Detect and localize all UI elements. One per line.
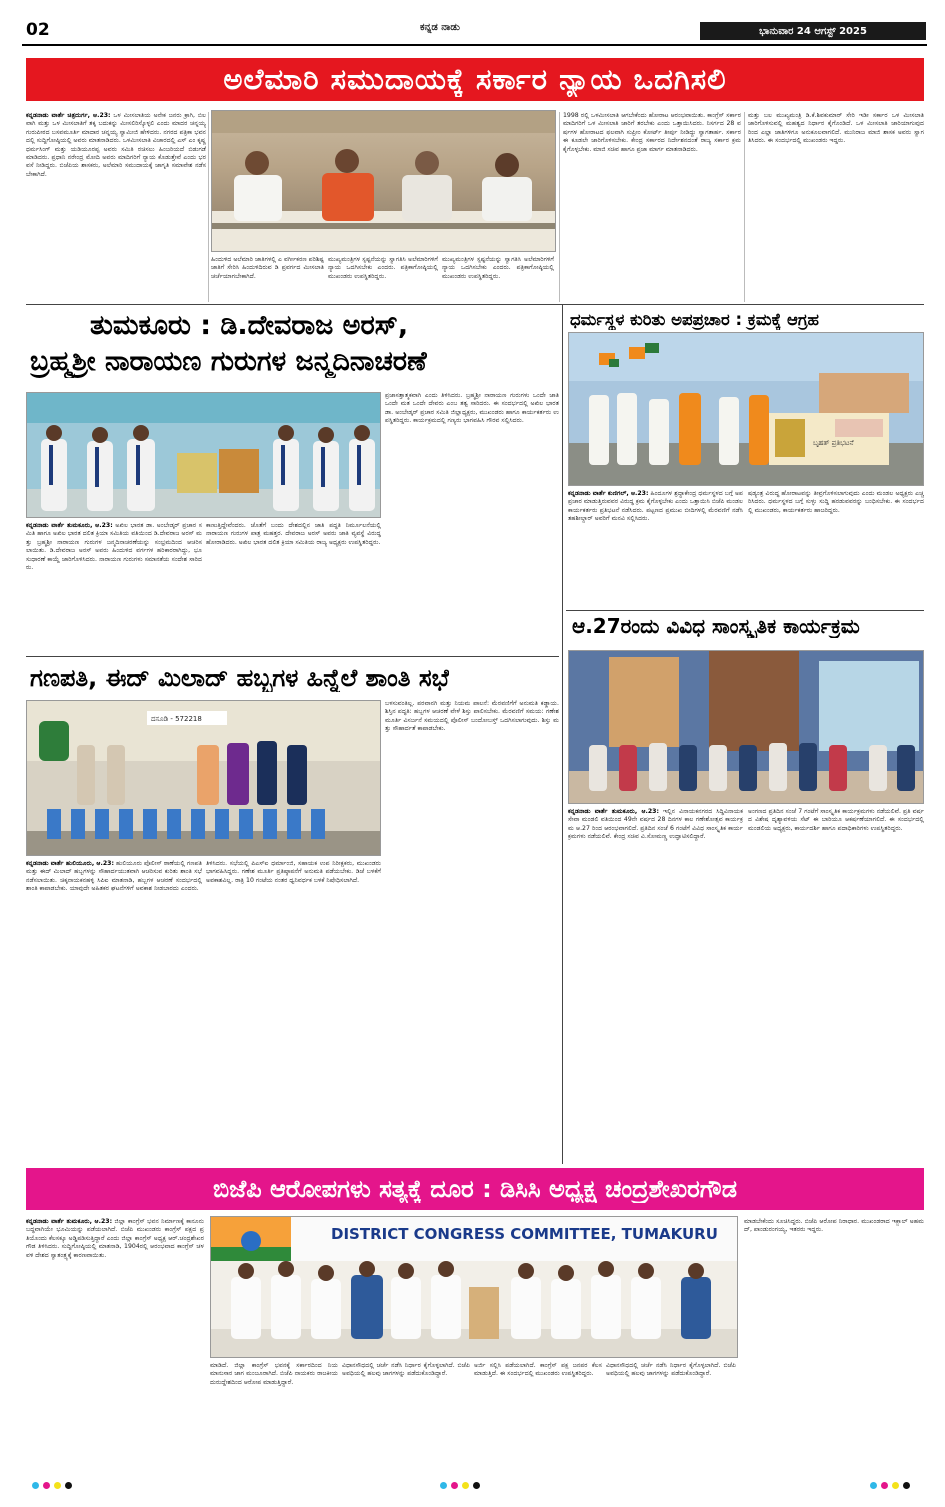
story3-headline: ಧರ್ಮಸ್ಥಳ ಕುರಿತು ಅಪಪ್ರಚಾರ : ಕ್ರಮಕ್ಕೆ ಆಗ್ರಹ xyxy=(570,310,819,329)
protest-photo-icon xyxy=(569,333,924,486)
date-strip xyxy=(700,22,926,40)
story5-photo xyxy=(26,700,381,856)
story5-headline: ಗಣಪತಿ, ಈದ್ ಮಿಲಾದ್ ಹಬ್ಬಗಳ ಹಿನ್ನೆಲೆ ಶಾಂತಿ ಸಭೆ xyxy=(30,664,449,692)
story6-col4: ಅರ್ಜಿ ಸಲ್ಲಿಸಿ ಪಡೆಯಲಾಗಿದೆ. ಕಾಂಗ್ರೆಸ್ ಪಕ್ಷ ಜನಪರ ಕೆಲಸ ಮಾಡುತ್ತಿದೆ. ಈ ಸಂದರ್ಭದಲ್ಲಿ ಮುಖಂಡರು ಉಪಸ್ಥಿತರಿದ್ದರು. xyxy=(474,1362,602,1378)
stage-photo-icon xyxy=(569,651,924,804)
story2-headline-line1: ತುಮಕೂರು : ಡಿ.ದೇವರಾಜ ಅರಸ್, xyxy=(90,310,409,341)
story6-headline: ಬಿಜೆಪಿ ಆರೋಪಗಳು ಸತ್ಯಕ್ಕೆ ದೂರ : ಡಿಸಿಸಿ ಅಧ್ಯಕ್ಷ ಚಂದ್ರಶೇಖರಗೌಡ xyxy=(213,1175,737,1203)
story4-col2: ಅಂಗಣದ ಪ್ರತಿದಿನ ಸಂಜೆ 7 ಗಂಟೆಗೆ ಸಾಂಸ್ಕೃತಿಕ ಕಾರ್ಯಕ್ರಮಗಳು ನಡೆಯಲಿವೆ. ಪ್ರತಿ ವರ್ಷದ ವಿಶೇಷ ದೃಶ್ಯಾವಳಿಯ ಸೆಟ್ ಈ ಬಾರಿಯೂ ಆಕರ್ಷಣೆಯಾಗಲಿದೆ. ಈ ಸಂದರ್ಭದಲ್ಲಿ ಮಂಡಲಿಯ ಅಧ್ಯಕ್ಷರು, ಕಾರ್ಯದರ್ಶಿ ಹಾಗೂ ಪದಾಧಿಕಾರಿಗಳು ಉಪಸ್ಥಿತರಿದ್ದರು. xyxy=(748,808,924,832)
story3-photo xyxy=(568,332,924,486)
registration-marks-center xyxy=(440,1482,500,1492)
story2-col1: ಕನ್ನಡನಾಡು ವಾರ್ತೆ ತುಮಕೂರು, ಆ.23: ಅಖಿಲ ಭಾರತ ಡಾ. ಅಂಬೇಡ್ಕರ್ ಪ್ರಚಾರ ಸಮಿತಿ ಹಾಗೂ ಅಖಿಲ ಭಾರತ ದಲಿತ ಕ್ರಿಯಾ ಸಮಿತಿಯ ವತಿಯಿಂದ ಡಿ.ದೇವರಾಜ ಅರಸ್ ಮತ್ತು ಬ್ರಹ್ಮಶ್ರೀ ನಾರಾಯಣ ಗುರುಗಳ ಜನ್ಮದಿನಾಚರಣೆಯನ್ನು ಸಂಭ್ರಮದಿಂದ ಆಚರಿಸಲಾಯಿತು. ಡಿ.ದೇವರಾಜ ಅರಸ್ ಅವರು ಹಿಂದುಳಿದ ವರ್ಗಗಳ ಹರಿಕಾರರಾಗಿದ್ದು, ಭೂ ಸುಧಾರಣೆ ಕಾಯ್ದೆ ಜಾರಿಗೊಳಿಸಿದರು. ನಾರಾಯಣ ಗುರುಗಳು ಸಮಾನತೆಯ ಸಂದೇಶ ಸಾರಿದರು. xyxy=(26,522,202,572)
cyan-dot xyxy=(870,1482,877,1489)
story1-col3: ಮುಖ್ಯಮಂತ್ರಿಗಳ ಸ್ಪಷ್ಟನೆಯನ್ನು ಸ್ವಾಗತಿಸಿ ಅಲೆಮಾರಿಗಳಿಗೆ ನ್ಯಾಯ ಒದಗಿಸಬೇಕು ಎಂದರು. ಪತ್ರಿಕಾಗೋಷ್ಠಿಯಲ್ಲಿ ಮುಖಂಡರು ಉಪಸ್ಥಿತರಿದ್ದರು. xyxy=(328,256,438,280)
story4-headline: ಆ.27ರಂದು ವಿವಿಧ ಸಾಂಸ್ಕೃತಿಕ ಕಾರ್ಯಕ್ರಮ xyxy=(572,614,860,638)
story6-col4b: ವಿಧಾನಸೌಧದಲ್ಲಿ ಚರ್ಚೆ ನಡೆಸಿ ನಿರ್ಧಾರ ಕೈಗೊಳ್ಳಲಾಗಿದೆ. ಬಿಜೆಪಿ ಅವಧಿಯಲ್ಲಿ ಹಲವು ಜಾಗಗಳನ್ನು ಪಡೆದುಕೊಂಡಿದ್ದಾರೆ. xyxy=(606,1362,736,1378)
story2-dateline: ಕನ್ನಡನಾಡು ವಾರ್ತೆ ತುಮಕೂರು, ಆ.23: xyxy=(26,522,113,529)
story3-dateline: ಕನ್ನಡನಾಡು ವಾರ್ತೆ ಕುಣಿಗಲ್, ಆ.23: xyxy=(568,490,649,497)
story5-col3: ಬಳಸುವಂತಿಲ್ಲ. ಪರವಾನಗಿ ಮತ್ತು ನಿಯಮ ಪಾಲನೆ: ಮೆರವಣಿಗೆಗೆ ಅನುಮತಿ ಕಡ್ಡಾಯ. ಶಿಸ್ತಿನ ಪದ್ಧತಿ: ಹಬ್ಬಗಳ ಆಚರಣೆ ವೇಳೆ ಶಿಸ್ತು ಪಾಲಿಸಬೇಕು. ಮೆರವಣಿಗೆ ಸಮಯ: ಗಣೇಶ ಮೂರ್ತಿ ವಿಸರ್ಜನೆ ಸಮಯದಲ್ಲಿ ಪೊಲೀಸ್ ಬಂದೋಬಸ್ತ್ ಒದಗಿಸಲಾಗುವುದು. ಶಿಸ್ತು ಮತ್ತು ಸೌಹಾರ್ದತೆ ಕಾಪಾಡಬೇಕು. xyxy=(385,700,559,733)
yellow-dot xyxy=(54,1482,61,1489)
yellow-dot xyxy=(462,1482,469,1489)
story1-col4: 1998 ರಲ್ಲಿ ಒಳಮೀಸಲಾತಿ ಆಗಬೇಕೆಂದು ಹೋರಾಟ ಆರಂಭವಾಯಿತು. ಕಾಂಗ್ರೆಸ್ ಸರ್ಕಾರ ಮಾದಿಗರಿಗೆ ಒಳ ಮೀಸಲಾತಿ ಜಾರಿಗೆ ತರಬೇಕು ಎಂದು ಒತ್ತಾಯಿಸಿದರು. ನಿಸರ್ಗದ 28 ವರ್ಷಗಳ ಹೋರಾಟದ ಫಲವಾಗಿ ಸುಪ್ರೀಂ ಕೋರ್ಟ್ ತೀರ್ಪು ನೀಡಿದ್ದು ಸ್ವಾಗತಾರ್ಹ. ಸರ್ಕಾರ ಈ ಕೂಡಲೇ ಜಾರಿಗೊಳಿಸಬೇಕು. ಕೇಂದ್ರ ಸರ್ಕಾರದ ನಿರ್ದೇಶನದಂತೆ ರಾಜ್ಯ ಸರ್ಕಾರ ಕ್ರಮ ಕೈಗೊಳ್ಳಬೇಕು. ಮಾಜಿ ಸಚಿವ ಹಾಗೂ ಪ್ರಜಾ ಮಾರ್ಗ ಮಾತನಾಡಿದರು. xyxy=(563,112,741,153)
story6-col3: ವಿಧಾನಸೌಧದಲ್ಲಿ ಚರ್ಚೆ ನಡೆಸಿ ನಿರ್ಧಾರ ಕೈಗೊಳ್ಳಲಾಗಿದೆ. ಬಿಜೆಪಿ ಅವಧಿಯಲ್ಲಿ ಹಲವು ಜಾಗಗಳನ್ನು ಪಡೆದುಕೊಂಡಿದ್ದಾರೆ. xyxy=(342,1362,470,1378)
story5-col1: ಕನ್ನಡನಾಡು ವಾರ್ತೆ ಹುಲಿಯೂರು, ಆ.23: ಹುಲಿಯೂರು ಪೊಲೀಸ್ ಠಾಣೆಯಲ್ಲಿ ಗಣಪತಿ ಮತ್ತು ಈದ್ ಮಿಲಾದ್ ಹಬ್ಬಗಳನ್ನು ಸೌಹಾರ್ದಯುತವಾಗಿ ಆಚರಿಸುವ ಕುರಿತು ಶಾಂತಿ ಸಭೆ ನಡೆಸಲಾಯಿತು. ಚಿಕ್ಕನಾಯಕನಹಳ್ಳಿ ಸಿಪಿಐ ಮಾತನಾಡಿ, ಹಬ್ಬಗಳ ಆಚರಣೆ ಸಂದರ್ಭದಲ್ಲಿ ಶಾಂತಿ ಕಾಪಾಡಬೇಕು. ಯಾವುದೇ ಅಹಿತಕರ ಘಟನೆಗಳಿಗೆ ಅವಕಾಶ ನೀಡಬಾರದು ಎಂದರು. xyxy=(26,860,202,893)
black-dot xyxy=(65,1482,72,1489)
magenta-dot xyxy=(881,1482,888,1489)
story5-col2: ತಿಳಿಸಿದರು. ಸಭೆಯಲ್ಲಿ ಪಿಎಸ್ಐ ಧರ್ಮಾಂಜಿ, ಸಹಾಯಕ ಉಪ ನಿರೀಕ್ಷಕರು, ಮುಖಂಡರು ಭಾಗವಹಿಸಿದ್ದರು. ಗಣೇಶ ಮೂರ್ತಿ ಪ್ರತಿಷ್ಠಾಪನೆಗೆ ಅನುಮತಿ ಪಡೆಯಬೇಕು. ಡಿಜೆ ಬಳಕೆಗೆ ಅವಕಾಶವಿಲ್ಲ. ರಾತ್ರಿ 10 ಗಂಟೆಯ ನಂತರ ಧ್ವನಿವರ್ಧಕ ಬಳಕೆ ನಿಷೇಧಿಸಲಾಗಿದೆ. xyxy=(206,860,381,884)
black-dot xyxy=(903,1482,910,1489)
story1-photo xyxy=(211,110,556,252)
story1-col5: ಮತ್ತು ಬಲ ಮುಖ್ಯಮಂತ್ರಿ ಡಿ.ಕೆ.ಶಿವಕುಮಾರ್ ಸೇರಿ ಇಡೀ ಸರ್ಕಾರ ಒಳ ಮೀಸಲಾತಿ ಜಾರಿಗೊಳಿಸುವಲ್ಲಿ ಮಹತ್ವದ ನಿರ್ಧಾರ ಕೈಗೊಂಡಿದೆ. ಒಳ ಮೀಸಲಾತಿ ಜಾರಿಯಾಗುವುದರಿಂದ ಎಲ್ಲಾ ಜಾತಿಗಳಿಗೂ ಅನುಕೂಲವಾಗಲಿದೆ. ಮುನಿರಾಜ ಮಾಜಿ ಶಾಸಕ ಅವರು ಸ್ವಾಗತಿಸಿದರು. ಈ ಸಂದರ್ಭದಲ್ಲಿ ಮುಖಂಡರು ಇದ್ದರು. xyxy=(748,112,924,145)
story5-dateline: ಕನ್ನಡನಾಡು ವಾರ್ತೆ ಹುಲಿಯೂರು, ಆ.23: xyxy=(26,860,114,867)
page-number: 02 xyxy=(26,20,50,40)
story3-col1: ಕನ್ನಡನಾಡು ವಾರ್ತೆ ಕುಣಿಗಲ್, ಆ.23: ಹಿಂದೂಗಳ ಶ್ರದ್ಧಾಕೇಂದ್ರ ಧರ್ಮಸ್ಥಳದ ಬಗ್ಗೆ ಅಪಪ್ರಚಾರ ಮಾಡುತ್ತಿರುವವರ ವಿರುದ್ಧ ಕ್ರಮ ಕೈಗೊಳ್ಳಬೇಕು ಎಂದು ಒತ್ತಾಯಿಸಿ ಬಿಜೆಪಿ ಮಂಡಲ ಕಾರ್ಯಕರ್ತರು ಪ್ರತಿಭಟನೆ ನಡೆಸಿದರು. ಪಟ್ಟಣದ ಪ್ರಮುಖ ಬೀದಿಗಳಲ್ಲಿ ಮೆರವಣಿಗೆ ನಡೆಸಿ ತಹಶೀಲ್ದಾರ್ ಅವರಿಗೆ ಮನವಿ ಸಲ್ಲಿಸಿದರು. xyxy=(568,490,743,523)
story1-col1 xyxy=(26,112,206,297)
story6-col1: ಕನ್ನಡನಾಡು ವಾರ್ತೆ ತುಮಕೂರು, ಆ.23: ಜಿಲ್ಲಾ ಕಾಂಗ್ರೆಸ್ ಭವನ ನಿರ್ಮಾಣಕ್ಕೆ ಕಾನೂನು ಬದ್ಧವಾಗಿಯೇ ಭೂಮಿಯನ್ನು ಪಡೆಯಲಾಗಿದೆ. ಬಿಜೆಪಿ ಮುಖಂಡರು ಕಾಂಗ್ರೆಸ್ ಪಕ್ಷದ ಪ್ರತಿಯೊಂದು ಕೆಲಸಕ್ಕೂ ಅಡ್ಡಿಪಡಿಸುತ್ತಿದ್ದಾರೆ ಎಂದು ಜಿಲ್ಲಾ ಕಾಂಗ್ರೆಸ್ ಅಧ್ಯಕ್ಷ ಆರ್.ಚಂದ್ರಶೇಖರಗೌಡ ತಿಳಿಸಿದರು. ಸುದ್ದಿಗೋಷ್ಠಿಯಲ್ಲಿ ಮಾತನಾಡಿ, 1904ರಲ್ಲಿ ಆರಂಭವಾದ ಕಾಂಗ್ರೆಸ್ ಚಳವಳಿ ದೇಶದ ಸ್ವಾತಂತ್ರ್ಯಕ್ಕೆ ಕಾರಣವಾಯಿತು. xyxy=(26,1218,204,1259)
story4-photo xyxy=(568,650,924,804)
date-line: ಭಾನುವಾರ 24 ಆಗಸ್ಟ್ 2025 xyxy=(759,25,867,37)
cyan-dot xyxy=(440,1482,447,1489)
story1-col2: ಹಿಂದುಳಿದ ಅಲೆಮಾರಿ ಜಾತಿಗಳಲ್ಲಿ ಎ ವರ್ಗೀಕರಣ ಪರಿಶಿಷ್ಟ ಜಾತಿಗೆ ಸೇರಿಸಿ ಹಿಂದುಳಿದಿರುವ ಡಿ ಪ್ರವರ್ಗದ ಮೀಸಲಾತಿ ಚರ್ಚೆಯಾಗಬೇಕಾಗಿದೆ. xyxy=(211,256,324,280)
story6-col2: ಮಾಡಿದೆ. ಜಿಲ್ಲಾ ಕಾಂಗ್ರೆಸ್ ಭವನಕ್ಕೆ ಸರ್ಕಾರದಿಂದ ನಿಯಮಾನುಸಾರ ಜಾಗ ಮಂಜೂರಾಗಿದೆ. ಬಿಜೆಪಿ ನಾಯಕರು ರಾಜಕೀಯ ದುರುದ್ದೇಶದಿಂದ ಆರೋಪ ಮಾಡುತ್ತಿದ್ದಾರೆ. xyxy=(210,1362,338,1386)
magenta-dot xyxy=(43,1482,50,1489)
story4-col1: ಕನ್ನಡನಾಡು ವಾರ್ತೆ ತುಮಕೂರು, ಆ.23: ಇಲ್ಲಿನ ವಿನಾಯಕನಗರದ ಸಿದ್ಧಿವಿನಾಯಕ ಸೇವಾ ಮಂಡಲಿ ವತಿಯಿಂದ 49ನೇ ವರ್ಷದ 28 ದಿನಗಳ ಕಾಲ ಗಣೇಶೋತ್ಸವ ಕಾರ್ಯಕ್ರಮ ಆ.27 ರಿಂದ ಆರಂಭವಾಗಲಿದೆ. ಪ್ರತಿದಿನ ಸಂಜೆ 6 ಗಂಟೆಗೆ ವಿವಿಧ ಸಾಂಸ್ಕೃತಿಕ ಕಾರ್ಯಕ್ರಮಗಳು ನಡೆಯಲಿವೆ. ಕೇಂದ್ರ ಸಚಿವ ವಿ.ಸೋಮಣ್ಣ ಉದ್ಘಾಟಿಸಲಿದ್ದಾರೆ. xyxy=(568,808,743,841)
registration-marks-left xyxy=(32,1482,92,1492)
peace-meeting-photo-icon xyxy=(27,701,381,856)
story2-col3: ಪ್ರಜಾಸತ್ತಾತ್ಮಕವಾಗಿ ಎಂದು ತಿಳಿಸಿದರು. ಬ್ರಹ್ಮಶ್ರೀ ನಾರಾಯಣ ಗುರುಗಳು ಒಂದೇ ಜಾತಿ ಒಂದೇ ಮತ ಒಂದೇ ದೇವರು ಎಂಬ ತತ್ವ ಸಾರಿದರು. ಈ ಸಂದರ್ಭದಲ್ಲಿ ಅಖಿಲ ಭಾರತ ಡಾ. ಅಂಬೇಡ್ಕರ್ ಪ್ರಚಾರ ಸಮಿತಿ ಜಿಲ್ಲಾಧ್ಯಕ್ಷರು, ಮುಖಂಡರು ಹಾಗೂ ಕಾರ್ಯಕರ್ತರು ಉಪಸ್ಥಿತರಿದ್ದರು. ಕಾರ್ಯಕ್ರಮದಲ್ಲಿ ಗಣ್ಯರು ಭಾಗವಹಿಸಿ ಗೌರವ ಸಲ್ಲಿಸಿದರು. xyxy=(385,392,559,425)
story6-col5: ಮಾಡಬೇಕೆಂದು ಸೂಚಿಸಿದ್ದರು. ಬಿಜೆಪಿ ಆರೋಪ ನಿರಾಧಾರ. ಮುಖಂಡರಾದ ಇಕ್ಬಾಲ್ ಅಹಮದ್, ಪಾಂಡುರಂಗಯ್ಯ, ಇತರರು ಇದ್ದರು. xyxy=(744,1218,924,1234)
story1-col1-text: ಒಳ ಮೀಸಲಾತಿಯ ಅನೇಕ ಜನರು ಕ್ರಾಗಿ, ಬಿಲವಾಗಿ ಮತ್ತು ಒಳ ಮೀಸಲಾತಿಗೆ ತಕ್ಕ ಬದುಕನ್ನು ಮೀಸಲಿರಿಸ್ಕೊಳ್ಳಲಿ ಎಂದು ಮಾದರ ಚನ್ನಯ್ಯ ಗುರುಪೀಠದ ಬಸವಮೂರ್ತಿ ಮಾದಾರ ಚನ್ನಯ್ಯ ಸ್ವಾಮೀಜಿ ಹೇಳಿದರು. ನಗರದ ಪತ್ರಿಕಾ ಭವನದಲ್ಲಿ ಸುದ್ದಿಗೋಷ್ಠಿಯಲ್ಲಿ ಅವರು ಮಾತನಾಡಿದರು. ಒಳಮೀಸಲಾತಿ ವಿಚಾರದಲ್ಲಿ ಎಸ್ ಎಂ ಕೃಷ್ಣ ಧರ್ಮಸಿಂಗ್ ಮತ್ತು ಯಡಿಯೂರಪ್ಪ ಅವರು ಸಮಿತಿ ರಚಿಸಲು ಹಿಂಜರಿಯದೆ ಬಿಡುಗಡೆ ಮಾಡಿದರು. ಪ್ರಧಾನಿ ನರೇಂದ್ರ ಮೋದಿ ಅವರು ಮಾದಿಗರಿಗೆ ನ್ಯಾಯ ಕೊಡುತ್ತೇವೆ ಎಂದು ಭರವಸೆ ನೀಡಿದ್ದರು. ಬಿಜೆಪಿಯ ಶಾಸಕರು, ಅಲೆಮಾರಿ ಸಮುದಾಯಕ್ಕೆ ಜಾಗೃತಿ ಸಮಾವೇಶ ನಡೆಸಬೇಕಾಗಿದೆ. xyxy=(26,112,206,178)
magenta-dot xyxy=(451,1482,458,1489)
felicitation-photo-icon xyxy=(27,393,381,518)
story1-col3b: ಮುಖ್ಯಮಂತ್ರಿಗಳ ಸ್ಪಷ್ಟನೆಯನ್ನು ಸ್ವಾಗತಿಸಿ ಅಲೆಮಾರಿಗಳಿಗೆ ನ್ಯಾಯ ಒದಗಿಸಬೇಕು ಎಂದರು. ಪತ್ರಿಕಾಗೋಷ್ಠಿಯಲ್ಲಿ ಮುಖಂಡರು ಉಪಸ್ಥಿತರಿದ್ದರು. xyxy=(442,256,554,280)
story1-headline: ಅಲೆಮಾರಿ ಸಮುದಾಯಕ್ಕೆ ಸರ್ಕಾರ ನ್ಯಾಯ ಒದಗಿಸಲಿ xyxy=(223,62,727,96)
story2-photo xyxy=(26,392,381,518)
story6-photo xyxy=(210,1216,738,1358)
black-dot xyxy=(473,1482,480,1489)
story1-headline-band xyxy=(26,58,924,101)
story6-dateline: ಕನ್ನಡನಾಡು ವಾರ್ತೆ ತುಮಕೂರು, ಆ.23: xyxy=(26,1218,113,1225)
story3-col2: ಷಡ್ಯಂತ್ರ ವಿರುದ್ಧ ಹೋರಾಟವನ್ನು ತೀವ್ರಗೊಳಿಸಲಾಗುವುದು ಎಂದು ಮಂಡಲ ಅಧ್ಯಕ್ಷರು ಎಚ್ಚರಿಸಿದರು. ಧರ್ಮಸ್ಥಳದ ಬಗ್ಗೆ ಸುಳ್ಳು ಸುದ್ದಿ ಹರಡುವವರನ್ನು ಬಂಧಿಸಬೇಕು. ಈ ಸಂದರ್ಭದಲ್ಲಿ ಮುಖಂಡರು, ಕಾರ್ಯಕರ್ತರು ಹಾಜರಿದ್ದರು. xyxy=(748,490,924,514)
protest-banner-text: ಬೃಹತ್ ಪ್ರತಿಭಟನೆ xyxy=(813,439,854,447)
congress-press-photo-icon xyxy=(211,1217,738,1358)
congress-banner-text: DISTRICT CONGRESS COMMITTEE, TUMAKURU xyxy=(331,1225,718,1243)
paper-name: ಕನ್ನಡ ನಾಡು xyxy=(420,22,460,33)
story2-col2: ಕಾಣುತ್ತಿದ್ದೇವೆಂದರು. ಜೊತೆಗೆ ಬಂದು ದೇಶದಲ್ಲಿನ ಜಾತಿ ಪದ್ಧತಿ ನಿರ್ಮೂಲನೆಯಲ್ಲಿ ನಾರಾಯಣ ಗುರುಗಳ ಪಾತ್ರ ಮಹತ್ತರ. ದೇವರಾಜ ಅರಸ್ ಅವರು ಜಾತಿ ವ್ಯವಸ್ಥೆ ವಿರುದ್ಧ ಹೋರಾಡಿದರು. ಅಖಿಲ ಭಾರತ ದಲಿತ ಕ್ರಿಯಾ ಸಮಿತಿಯ ರಾಜ್ಯ ಅಧ್ಯಕ್ಷರು ಉಪಸ್ಥಿತರಿದ್ದರು. xyxy=(206,522,381,546)
school-sign-text: ದಸೂಡಿ - 572218 xyxy=(151,715,202,723)
yellow-dot xyxy=(892,1482,899,1489)
cyan-dot xyxy=(32,1482,39,1489)
story1-dateline: ಕನ್ನಡನಾಡು ವಾರ್ತೆ ಚಿತ್ರದುರ್ಗ, ಆ.23: xyxy=(26,112,111,119)
masthead xyxy=(0,0,945,46)
story2-headline-line2: ಬ್ರಹ್ಮಶ್ರೀ ನಾರಾಯಣ ಗುರುಗಳ ಜನ್ಮದಿನಾಚರಣೆ xyxy=(30,346,427,377)
story4-dateline: ಕನ್ನಡನಾಡು ವಾರ್ತೆ ತುಮಕೂರು, ಆ.23: xyxy=(568,808,659,815)
press-meet-photo-icon xyxy=(212,111,556,252)
masthead-rule xyxy=(22,44,927,46)
story6-headline-band xyxy=(26,1168,924,1210)
registration-marks-right xyxy=(870,1482,930,1492)
